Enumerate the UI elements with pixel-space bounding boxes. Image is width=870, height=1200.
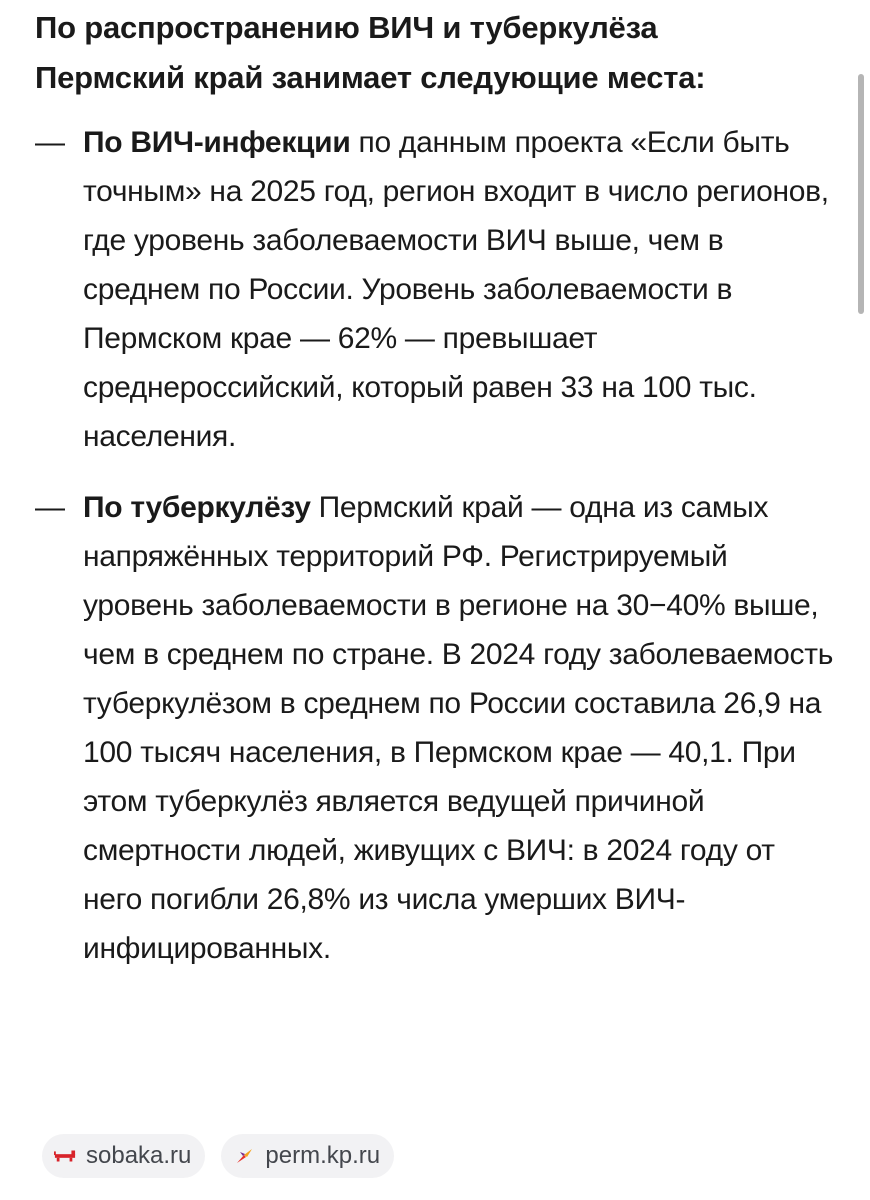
source-label-kp: perm.kp.ru: [265, 1142, 381, 1169]
bullet-text-hiv: по данным проекта «Если быть точным» на 2025 год, регион входит в число регионов, где уровень заболеваемости ВИЧ выше, чем в среднем по России. Уровень заболеваемости в Пермском крае — 62% — превышает среднероссийский, который равен 33 на 100 тыс. населения.: [83, 126, 829, 453]
bullet-tuberculosis: [35, 483, 835, 973]
sobaka-favicon-icon: [54, 1145, 76, 1167]
bullet-text-tuberculosis: Пермский край — одна из самых напряжённых территорий РФ. Регистрируемый уровень заболеваемости в регионе на 30−40% выше, чем в среднем по стране. В 2024 году заболеваемость туберкулёзом в среднем по России составила 26,9 на 100 тысяч населения, в Пермском крае — 40,1. При этом туберкулёз является ведущей причиной смертности людей, живущих с ВИЧ: в 2024 году от него погибли 26,8% из числа умерших ВИЧ-инфицированных.: [83, 491, 834, 965]
scrollbar[interactable]: [858, 74, 864, 314]
bullet-lead-hiv: По ВИЧ-инфекции: [83, 126, 351, 159]
bullet-dash: —: [35, 491, 65, 524]
heading-line-2: Пермский край занимает следующие места:: [35, 60, 706, 95]
source-chip-kp[interactable]: [221, 1134, 394, 1178]
bullet-hiv: [35, 118, 835, 461]
bullet-list: [35, 118, 835, 973]
heading-line-1: По распространению ВИЧ и туберкулёза: [35, 10, 658, 45]
kp-favicon-icon: [233, 1145, 255, 1167]
bullet-dash: —: [35, 126, 65, 159]
source-chip-sobaka[interactable]: [42, 1134, 205, 1178]
source-label-sobaka: sobaka.ru: [86, 1142, 192, 1169]
answer-heading: [35, 0, 835, 103]
answer-content: [35, 0, 835, 995]
source-chips: [42, 1134, 394, 1178]
bullet-lead-tuberculosis: По туберкулёзу: [83, 491, 311, 524]
